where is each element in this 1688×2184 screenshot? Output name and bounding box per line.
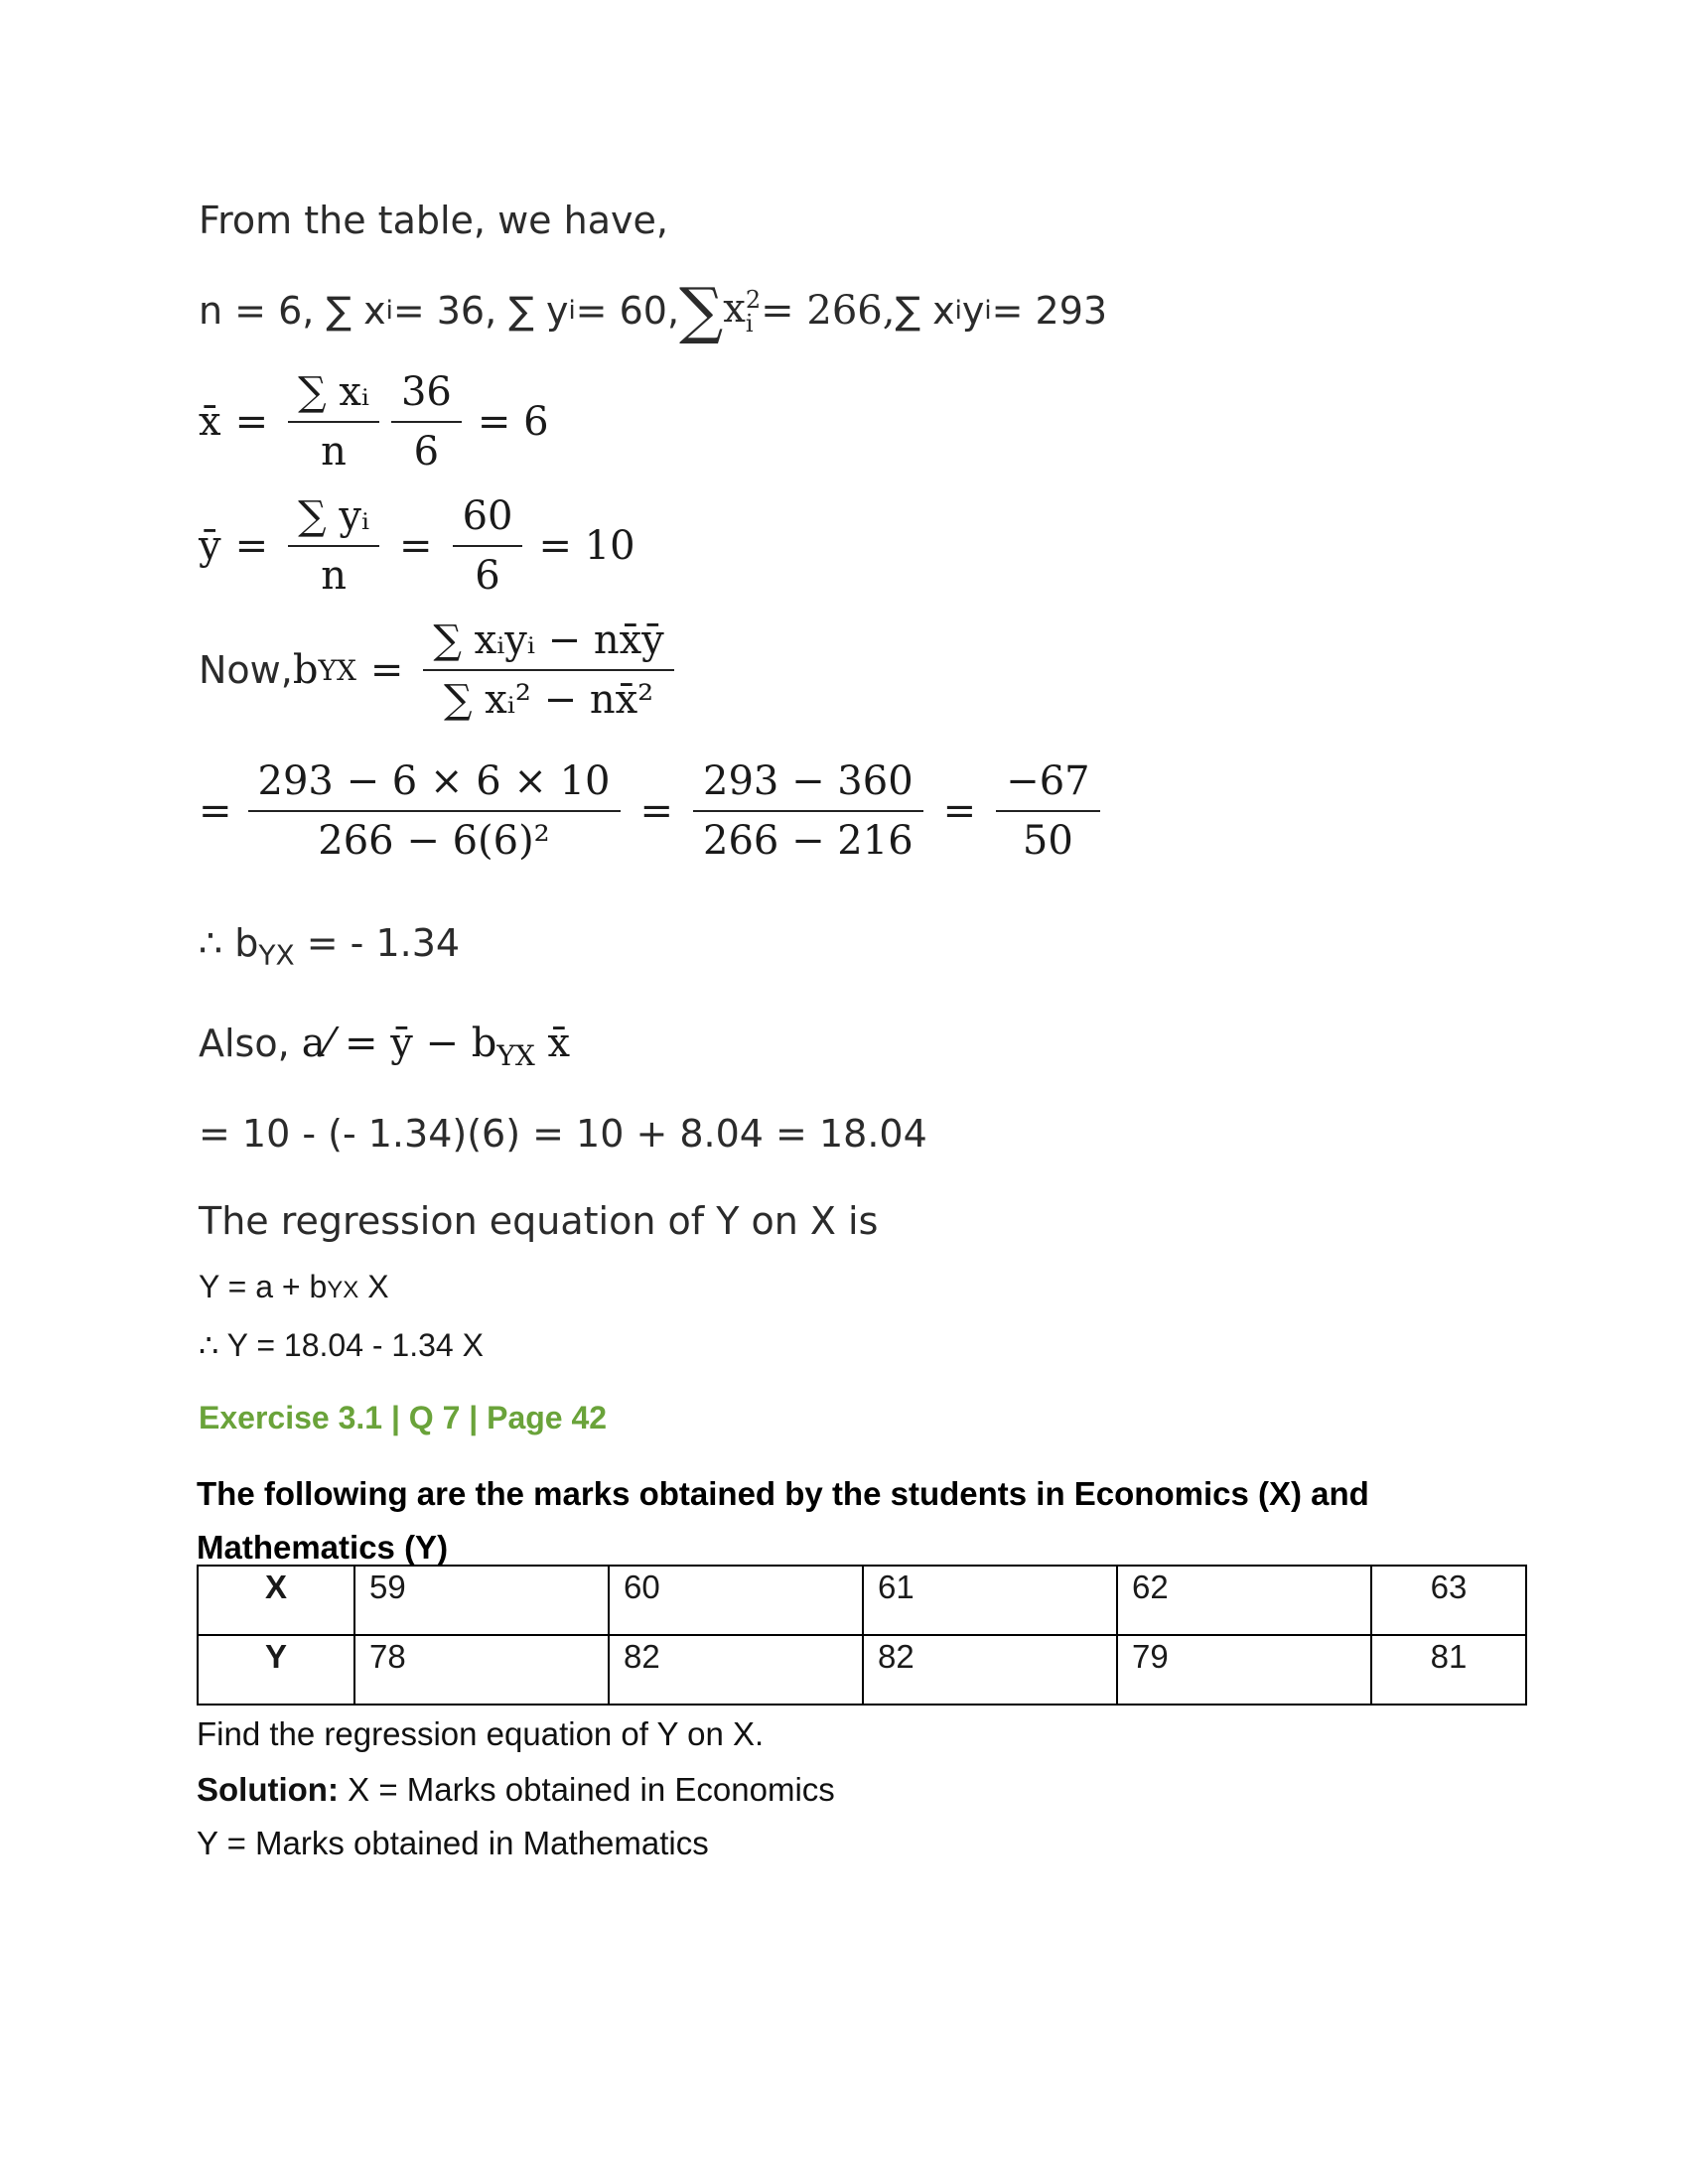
regression-formula-pre: Y = a + b (199, 1269, 328, 1304)
calc-eq3: = (942, 788, 977, 834)
ybar-num1: ∑ yᵢ (288, 493, 379, 547)
ybar-num2: 60 (453, 493, 523, 547)
xbar-eq: = (234, 399, 269, 445)
find-text: Find the regression equation of Y on X. (197, 1715, 765, 1752)
ybar-equation (199, 493, 635, 599)
byx-result-sub: YX (258, 938, 295, 972)
calc-eq2: = (639, 788, 674, 834)
xbar-num2: 36 (391, 369, 462, 423)
marks-table (197, 1565, 1527, 1706)
byx-eq: = (369, 647, 404, 693)
sums-line (199, 274, 1108, 346)
sums-n: n = 6, ∑ x (199, 289, 386, 333)
question-line2: Mathematics (Y) (197, 1529, 449, 1566)
table-row-x (198, 1566, 1526, 1635)
regression-result: ∴ Y = 18.04 - 1.34 X (199, 1327, 484, 1363)
a-expr: a⁄ = ȳ − b (301, 1021, 497, 1066)
sums-xy-sub2: i (984, 296, 992, 326)
byx-result (199, 921, 460, 972)
ybar-result: = 10 (538, 523, 635, 569)
calc-frac3 (996, 758, 1099, 864)
table-header-y: Y (198, 1635, 354, 1705)
table-cell: 82 (609, 1635, 863, 1705)
regression-formula-sub: YX (327, 1277, 359, 1303)
xbar-den2: 6 (413, 429, 440, 475)
x-squared-sub: i (745, 310, 754, 338)
table-cell: 61 (863, 1566, 1117, 1635)
sigma-symbol: ∑ (679, 274, 724, 346)
ybar-eq: = (234, 523, 269, 569)
intro-text: From the table, we have, (199, 199, 668, 242)
calc-num3: −67 (996, 758, 1099, 812)
byx-calculation (199, 758, 1106, 864)
a-calculation: = 10 - (- 1.34)(6) = 10 + 8.04 = 18.04 (199, 1112, 927, 1156)
ybar-frac2 (453, 493, 523, 599)
regression-formula (199, 1269, 389, 1305)
sums-sum-x2: = 266, (761, 288, 896, 334)
byx-result-value: = - 1.34 (294, 921, 461, 965)
table-cell: 81 (1371, 1635, 1526, 1705)
sums-sum-xy: = 293 (991, 289, 1108, 333)
calc-num1: 293 − 6 × 6 × 10 (248, 758, 621, 812)
calc-frac1 (248, 758, 621, 864)
table-cell: 60 (609, 1566, 863, 1635)
question-line1: The following are the marks obtained by the students in Economics (X) and (197, 1475, 1369, 1512)
xbar-frac2 (391, 369, 462, 475)
sums-sum-y: = 60, (575, 289, 680, 333)
sums-xy-label: ∑ x (895, 289, 955, 333)
byx-den: ∑ xᵢ² − nx̄² (443, 677, 654, 723)
x-squared-base: x (723, 286, 746, 332)
ybar-eq2: = (399, 523, 433, 569)
solution-label: Solution: (197, 1771, 339, 1808)
table-cell: 63 (1371, 1566, 1526, 1635)
xbar-frac1 (288, 369, 379, 475)
table-cell: 62 (1117, 1566, 1371, 1635)
ybar-den2: 6 (475, 553, 500, 599)
ybar-frac1 (288, 493, 379, 599)
a-sub: YX (496, 1039, 535, 1072)
table-cell: 78 (354, 1635, 609, 1705)
sums-yi-sub: i (568, 296, 576, 326)
a-definition (199, 1021, 570, 1072)
x-squared (723, 286, 761, 336)
calc-eq1: = (199, 788, 232, 834)
solution-y-def: Y = Marks obtained in Mathematics (197, 1825, 709, 1861)
xbar-equation (199, 369, 549, 475)
ybar-lhs: ȳ (199, 523, 221, 569)
regression-formula-post: X (358, 1269, 389, 1304)
calc-num2: 293 − 360 (693, 758, 923, 812)
byx-sub: YX (318, 653, 356, 687)
byx-num: ∑ xᵢyᵢ − nx̄ȳ (423, 617, 673, 671)
sums-xy-sub1: i (954, 296, 962, 326)
byx-frac (423, 617, 673, 723)
byx-definition (199, 617, 680, 723)
solution-line (197, 1771, 835, 1809)
byx-result-therefore: ∴ b (199, 921, 259, 965)
xbar-num1: ∑ xᵢ (288, 369, 379, 423)
sums-xy-mid: y (961, 289, 985, 333)
ybar-den1: n (321, 553, 347, 599)
table-header-x: X (198, 1566, 354, 1635)
sums-xi-sub: i (385, 296, 393, 326)
xbar-result: = 6 (477, 399, 549, 445)
a-prefix: Also, (199, 1022, 302, 1065)
table-row-y (198, 1635, 1526, 1705)
table-cell: 82 (863, 1635, 1117, 1705)
sums-sum-x: = 36, ∑ y (392, 289, 569, 333)
exercise-link[interactable]: Exercise 3.1 | Q 7 | Page 42 (199, 1400, 608, 1435)
calc-den1: 266 − 6(6)² (318, 818, 550, 864)
table-cell: 59 (354, 1566, 609, 1635)
calc-den2: 266 − 216 (703, 818, 914, 864)
solution-x-def: X = Marks obtained in Economics (338, 1771, 835, 1808)
calc-den3: 50 (1022, 818, 1073, 864)
byx-prefix: Now, (199, 648, 293, 692)
regression-heading: The regression equation of Y on X is (199, 1199, 879, 1243)
xbar-lhs: x̄ (199, 399, 221, 445)
xbar-den1: n (321, 429, 347, 475)
table-cell: 79 (1117, 1635, 1371, 1705)
x-squared-sup: 2 (745, 286, 762, 314)
a-tail: x̄ (534, 1021, 571, 1066)
calc-frac2 (693, 758, 923, 864)
byx-b: b (292, 647, 319, 693)
